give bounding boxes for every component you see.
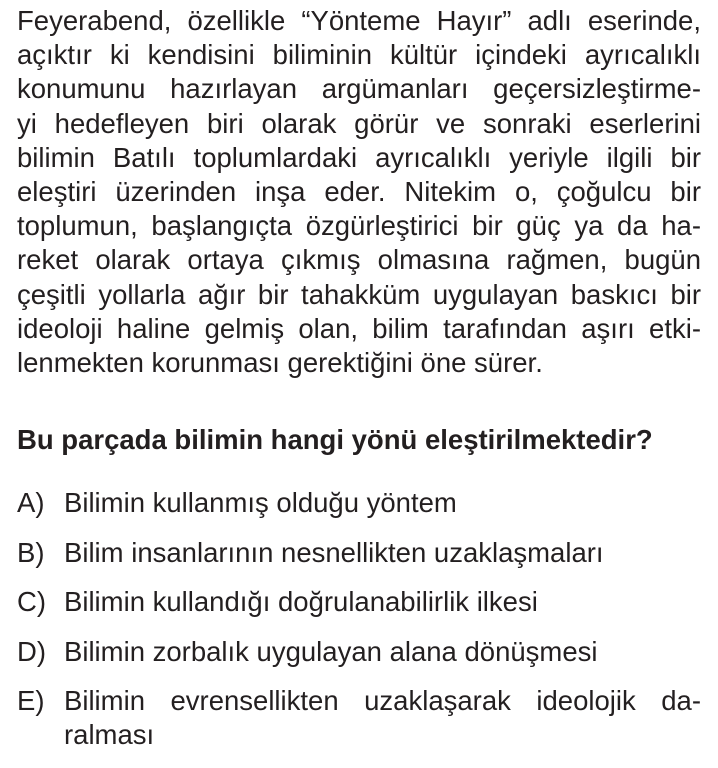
passage-line: toplumun, başlangıçta özgürleştirici bir güç ya da ha-	[17, 210, 701, 242]
option-text: Bilimin zorbalık uygulayan alana dönüşmesi	[64, 635, 598, 667]
answer-options	[17, 486, 701, 768]
option-letter: C)	[17, 586, 47, 617]
option-letter: A)	[17, 487, 45, 518]
passage-line: Feyerabend, özellikle “Yönteme Hayır” adlı eserinde,	[17, 5, 701, 36]
option-text: Bilimin evrensellikten uzaklaşarak ideolojik da-	[64, 685, 701, 716]
option-letter: E)	[17, 685, 45, 716]
passage-line: ideoloji haline gelmiş olan, bilim tarafından aşırı etki-	[17, 312, 701, 344]
passage-text	[17, 4, 701, 380]
option-text: Bilimin kullanmış olduğu yöntem	[64, 487, 457, 518]
option-b[interactable]	[17, 536, 701, 570]
passage-line: bilimin Batılı toplumlardaki ayrıcalıklı yeriyle ilgili bir	[17, 141, 701, 173]
passage-line: çeşitli yollarla ağır bir tahakküm uygulayan baskıcı bir	[17, 278, 701, 310]
option-text-continued: ralması	[64, 719, 155, 750]
option-c[interactable]	[17, 585, 701, 619]
option-text: Bilim insanlarının nesnellikten uzaklaşmaları	[64, 536, 604, 568]
option-letter: B)	[17, 536, 45, 568]
option-letter: D)	[17, 635, 47, 667]
option-e[interactable]	[17, 684, 701, 752]
option-a[interactable]	[17, 486, 701, 520]
passage-line: konumunu hazırlayan argümanları geçersizleştirme-	[17, 73, 701, 105]
option-d[interactable]	[17, 635, 701, 669]
question-stem: Bu parçada bilimin hangi yönü eleştirilmektedir?	[17, 424, 653, 455]
passage-line: eleştiri üzerinden inşa eder. Nitekim o, çoğulcu bir	[17, 175, 701, 207]
passage-line: yi hedefleyen biri olarak görür ve sonraki eserlerini	[17, 107, 701, 139]
passage-line: lenmekten korunması gerektiğini öne sürer.	[17, 346, 543, 378]
option-text: Bilimin kullandığı doğrulanabilirlik ilkesi	[64, 586, 538, 617]
passage-line: açıktır ki kendisini biliminin kültür içindeki ayrıcalıklı	[17, 39, 701, 71]
passage-line: reket olarak ortaya çıkmış olmasına rağmen, bugün	[17, 244, 701, 276]
